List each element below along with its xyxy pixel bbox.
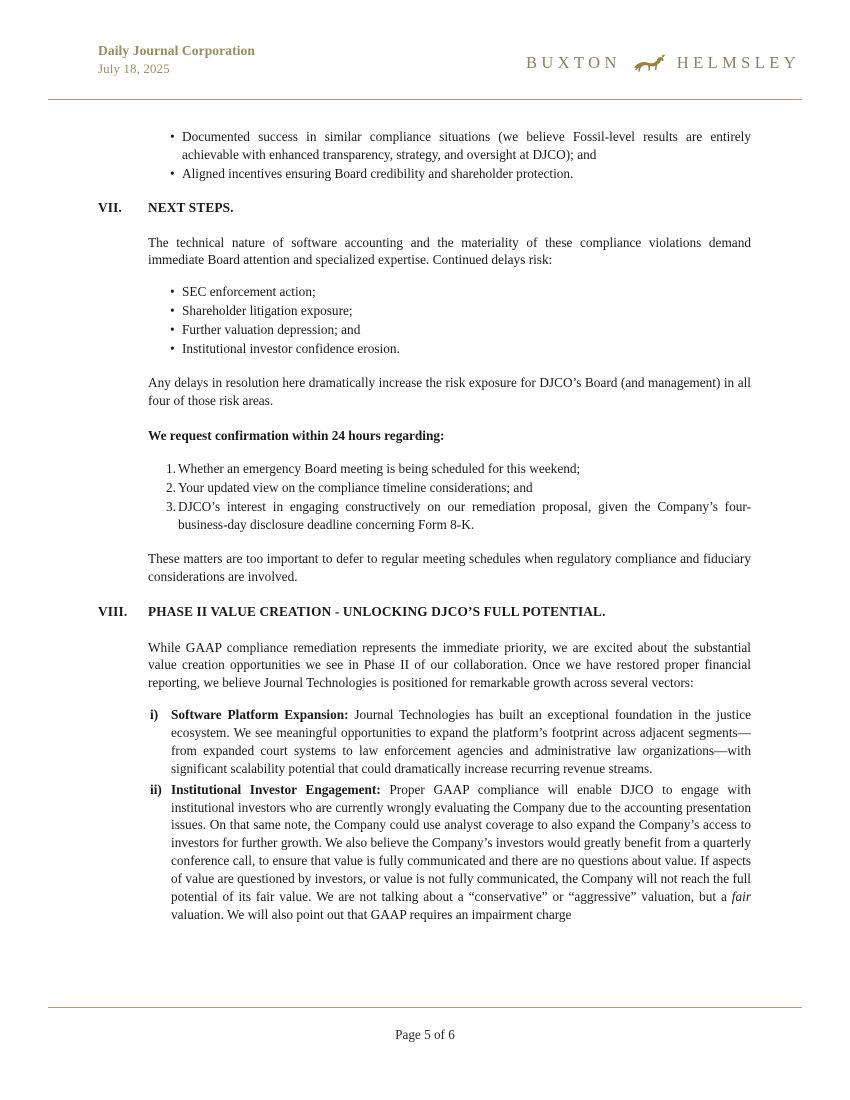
- section-heading-vii: [98, 199, 751, 217]
- header-divider-rule: [48, 99, 802, 100]
- top-bullet-list: [98, 128, 751, 183]
- list-item: [98, 479, 751, 497]
- horse-icon: [632, 53, 666, 73]
- list-item-text: [171, 706, 751, 778]
- list-item: [98, 781, 751, 924]
- list-item: [98, 128, 751, 164]
- vector-emphasis-fair: fair: [731, 888, 751, 904]
- list-item: [98, 321, 751, 339]
- header-left-block: [48, 42, 255, 77]
- value-vectors-list: [98, 706, 751, 924]
- list-item-text: Shareholder litigation exposure;: [182, 303, 353, 319]
- risk-bullet-list: [98, 283, 751, 358]
- section-heading-viii: [98, 603, 751, 621]
- list-item-text: Institutional investor confidence erosion.: [182, 340, 400, 356]
- list-item: [98, 302, 751, 320]
- vector-body-text: Journal Technologies has built an exceptional foundation in the justice ecosystem. We see meaningful opportunities to expand the platform’s footprint across adjacent segments—from expanded court systems to law enforcement agencies and administrative law organizations—with significant scalability potential that could dramatically increase recurring revenue streams.: [171, 707, 751, 776]
- paragraph-these-matters: These matters are too important to defer to regular meeting schedules when regulatory compliance and fiduciary considerations are involved.: [148, 550, 751, 584]
- section-number: VIII.: [98, 603, 128, 619]
- bullet-icon: •: [170, 322, 175, 337]
- list-marker: 3.: [166, 499, 176, 515]
- list-item: [98, 165, 751, 183]
- header-date: July 18, 2025: [98, 60, 170, 76]
- list-item-text: Aligned incentives ensuring Board credibility and shareholder protection.: [182, 165, 574, 181]
- list-item: [98, 340, 751, 358]
- bullet-icon: •: [170, 303, 175, 319]
- bullet-icon: •: [170, 340, 175, 356]
- list-marker: ii): [150, 781, 162, 797]
- list-item-text: SEC enforcement action;: [182, 284, 316, 300]
- bullet-icon: •: [170, 284, 175, 300]
- section-number: VII.: [98, 199, 123, 215]
- request-confirmation-heading: We request confirmation within 24 hours regarding:: [148, 427, 445, 443]
- footer-divider-rule: [48, 1007, 802, 1008]
- request-items-list: [98, 460, 751, 534]
- vector-lead-label: Software Platform Expansion:: [171, 707, 349, 723]
- list-item-text: Further valuation depression; and: [182, 322, 361, 337]
- bullet-icon: •: [170, 129, 175, 144]
- section-title: PHASE II VALUE CREATION - UNLOCKING DJCO’S FULL POTENTIAL.: [148, 603, 606, 619]
- list-item: [98, 706, 751, 778]
- brand-word-helmsley: HELMSLEY: [676, 53, 800, 72]
- vector-body-text-part2: valuation. We will also point out that GAAP requires an impairment charge: [171, 906, 572, 922]
- paragraph-technical-nature: The technical nature of software accounting and the materiality of these compliance violations demand immediate Board attention and specialized expertise. Continued delays risk:: [148, 234, 751, 268]
- brand-logo: [526, 42, 802, 73]
- list-item-text: DJCO’s interest in engaging constructively on our remediation proposal, given the Company’s four-business-day disclosure deadline concerning Form 8-K.: [178, 499, 751, 532]
- list-marker: i): [150, 707, 159, 723]
- header-company-name: Daily Journal Corporation: [98, 43, 256, 58]
- bullet-icon: •: [170, 165, 175, 181]
- list-marker: 1.: [166, 461, 176, 477]
- vector-body-text-part1: Proper GAAP compliance will enable DJCO to engage with institutional investors who are currently wrongly evaluating the Company due to the accounting presentation issues. On that same note, the Company could use analyst coverage to also expand the Company’s access to investors for further growth. We also believe the Company’s investors would greatly benefit from a quarterly conference call, to ensure that value is fully communicated and there are no questions about value. If aspects of value are questioned by investors, or value is not fully communicated, the Company will not reach the full potential of its fair value. We are not talking about a “conservative” or “aggressive” valuation, but a: [171, 781, 751, 904]
- page-footer: [0, 1027, 850, 1043]
- list-item: [98, 283, 751, 301]
- page-header: [48, 42, 802, 77]
- list-item-text: Whether an emergency Board meeting is being scheduled for this weekend;: [178, 461, 581, 477]
- page-number-label: Page 5 of 6: [395, 1027, 455, 1042]
- paragraph-any-delays: Any delays in resolution here dramatically increase the risk exposure for DJCO’s Board (and management) in all four of those risk areas.: [148, 374, 751, 408]
- list-item-text: Your updated view on the compliance timeline considerations; and: [178, 480, 533, 496]
- document-body: [98, 128, 751, 927]
- list-item: [98, 460, 751, 478]
- list-item-text: [171, 781, 751, 924]
- paragraph-while-gaap: While GAAP compliance remediation represents the immediate priority, we are excited about the substantial value creation opportunities we see in Phase II of our collaboration. Once we have restored proper financial reporting, we believe Journal Technologies is positioned for remarkable growth across several vectors:: [148, 639, 751, 691]
- list-marker: 2.: [166, 480, 176, 496]
- vector-lead-label: Institutional Investor Engagement:: [171, 781, 381, 797]
- brand-word-buxton: BUXTON: [525, 53, 621, 72]
- list-item-text: Documented success in similar compliance situations (we believe Fossil-level results are entirely achievable with enhanced transparency, strategy, and oversight at DJCO); and: [182, 129, 751, 162]
- section-title: NEXT STEPS.: [148, 199, 234, 215]
- list-item: [98, 498, 751, 534]
